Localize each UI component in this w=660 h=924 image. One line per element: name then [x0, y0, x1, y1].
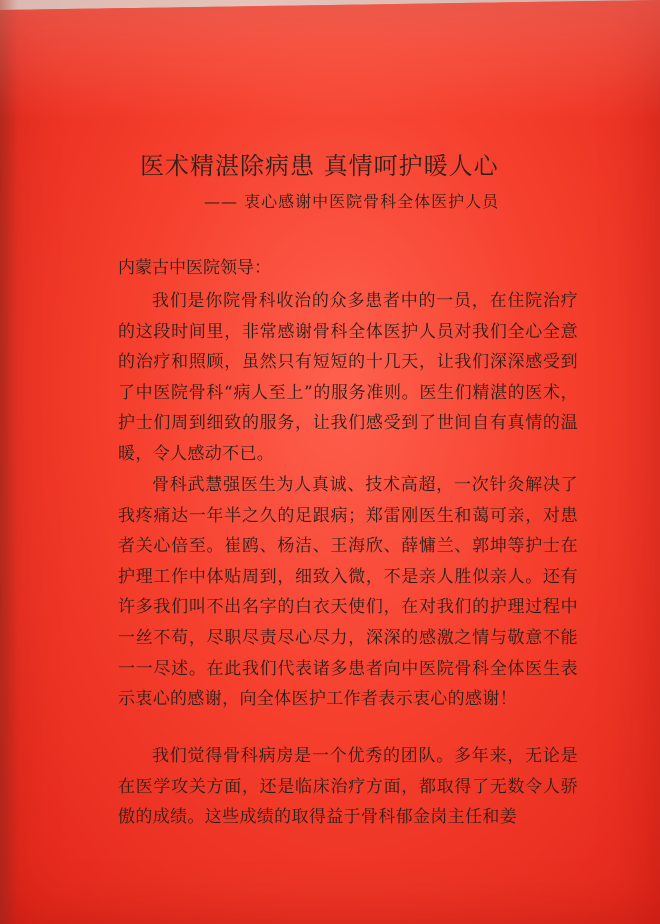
- paper-left-shadow: [0, 0, 18, 924]
- letter-title: 医术精湛除病患 真情呵护暖人心: [140, 152, 499, 180]
- letter-paragraph-gratitude: 我们是你院骨科收治的众多患者中的一员，在住院治疗的这段时间里，非常感谢骨科全体医护人员对我们全心全意的治疗和照顾，虽然只有短短的十几天，让我们深深感受到了中医院骨科“病人至上”的服务准则。医生们精湛的医术，护士们周到细致的服务，让我们感受到了世间自有真情的温暖，令人感动不已。: [118, 291, 578, 464]
- letter-subtitle: —— 衷心感谢中医院骨科全体医护人员: [204, 192, 500, 211]
- paper-top-light: [0, 0, 660, 120]
- letter-salutation: 内蒙古中医院领导：: [118, 258, 271, 278]
- letter-paragraph-staff-thanks: 骨科武慧强医生为人真诚、技术高超，一次针灸解决了我疼痛达一年半之久的足跟病；郑雷刚医生和蔼可亲，对患者关心倍至。崔鸥、杨洁、王海欣、薛慵兰、郭坤等护士在护理工作中体贴周到，细致入微，不是亲人胜似亲人。还有许多我们叫不出名字的白衣天使们，在对我们的护理过程中一丝不苟，尽职尽责尽心尽力，深深的感激之情与敬意不能一一尽述。在此我们代表诸多患者向中医院骨科全体医生表示衷心的感谢，向全体医护工作者表示衷心的感谢！: [118, 475, 578, 710]
- letter-paragraph-team-achievement: 我们觉得骨科病房是一个优秀的团队。多年来，无论是在医学攻关方面，还是临床治疗方面，都取得了无数令人骄傲的成绩。这些成绩的取得益于骨科郁金岗主任和姜: [118, 746, 578, 828]
